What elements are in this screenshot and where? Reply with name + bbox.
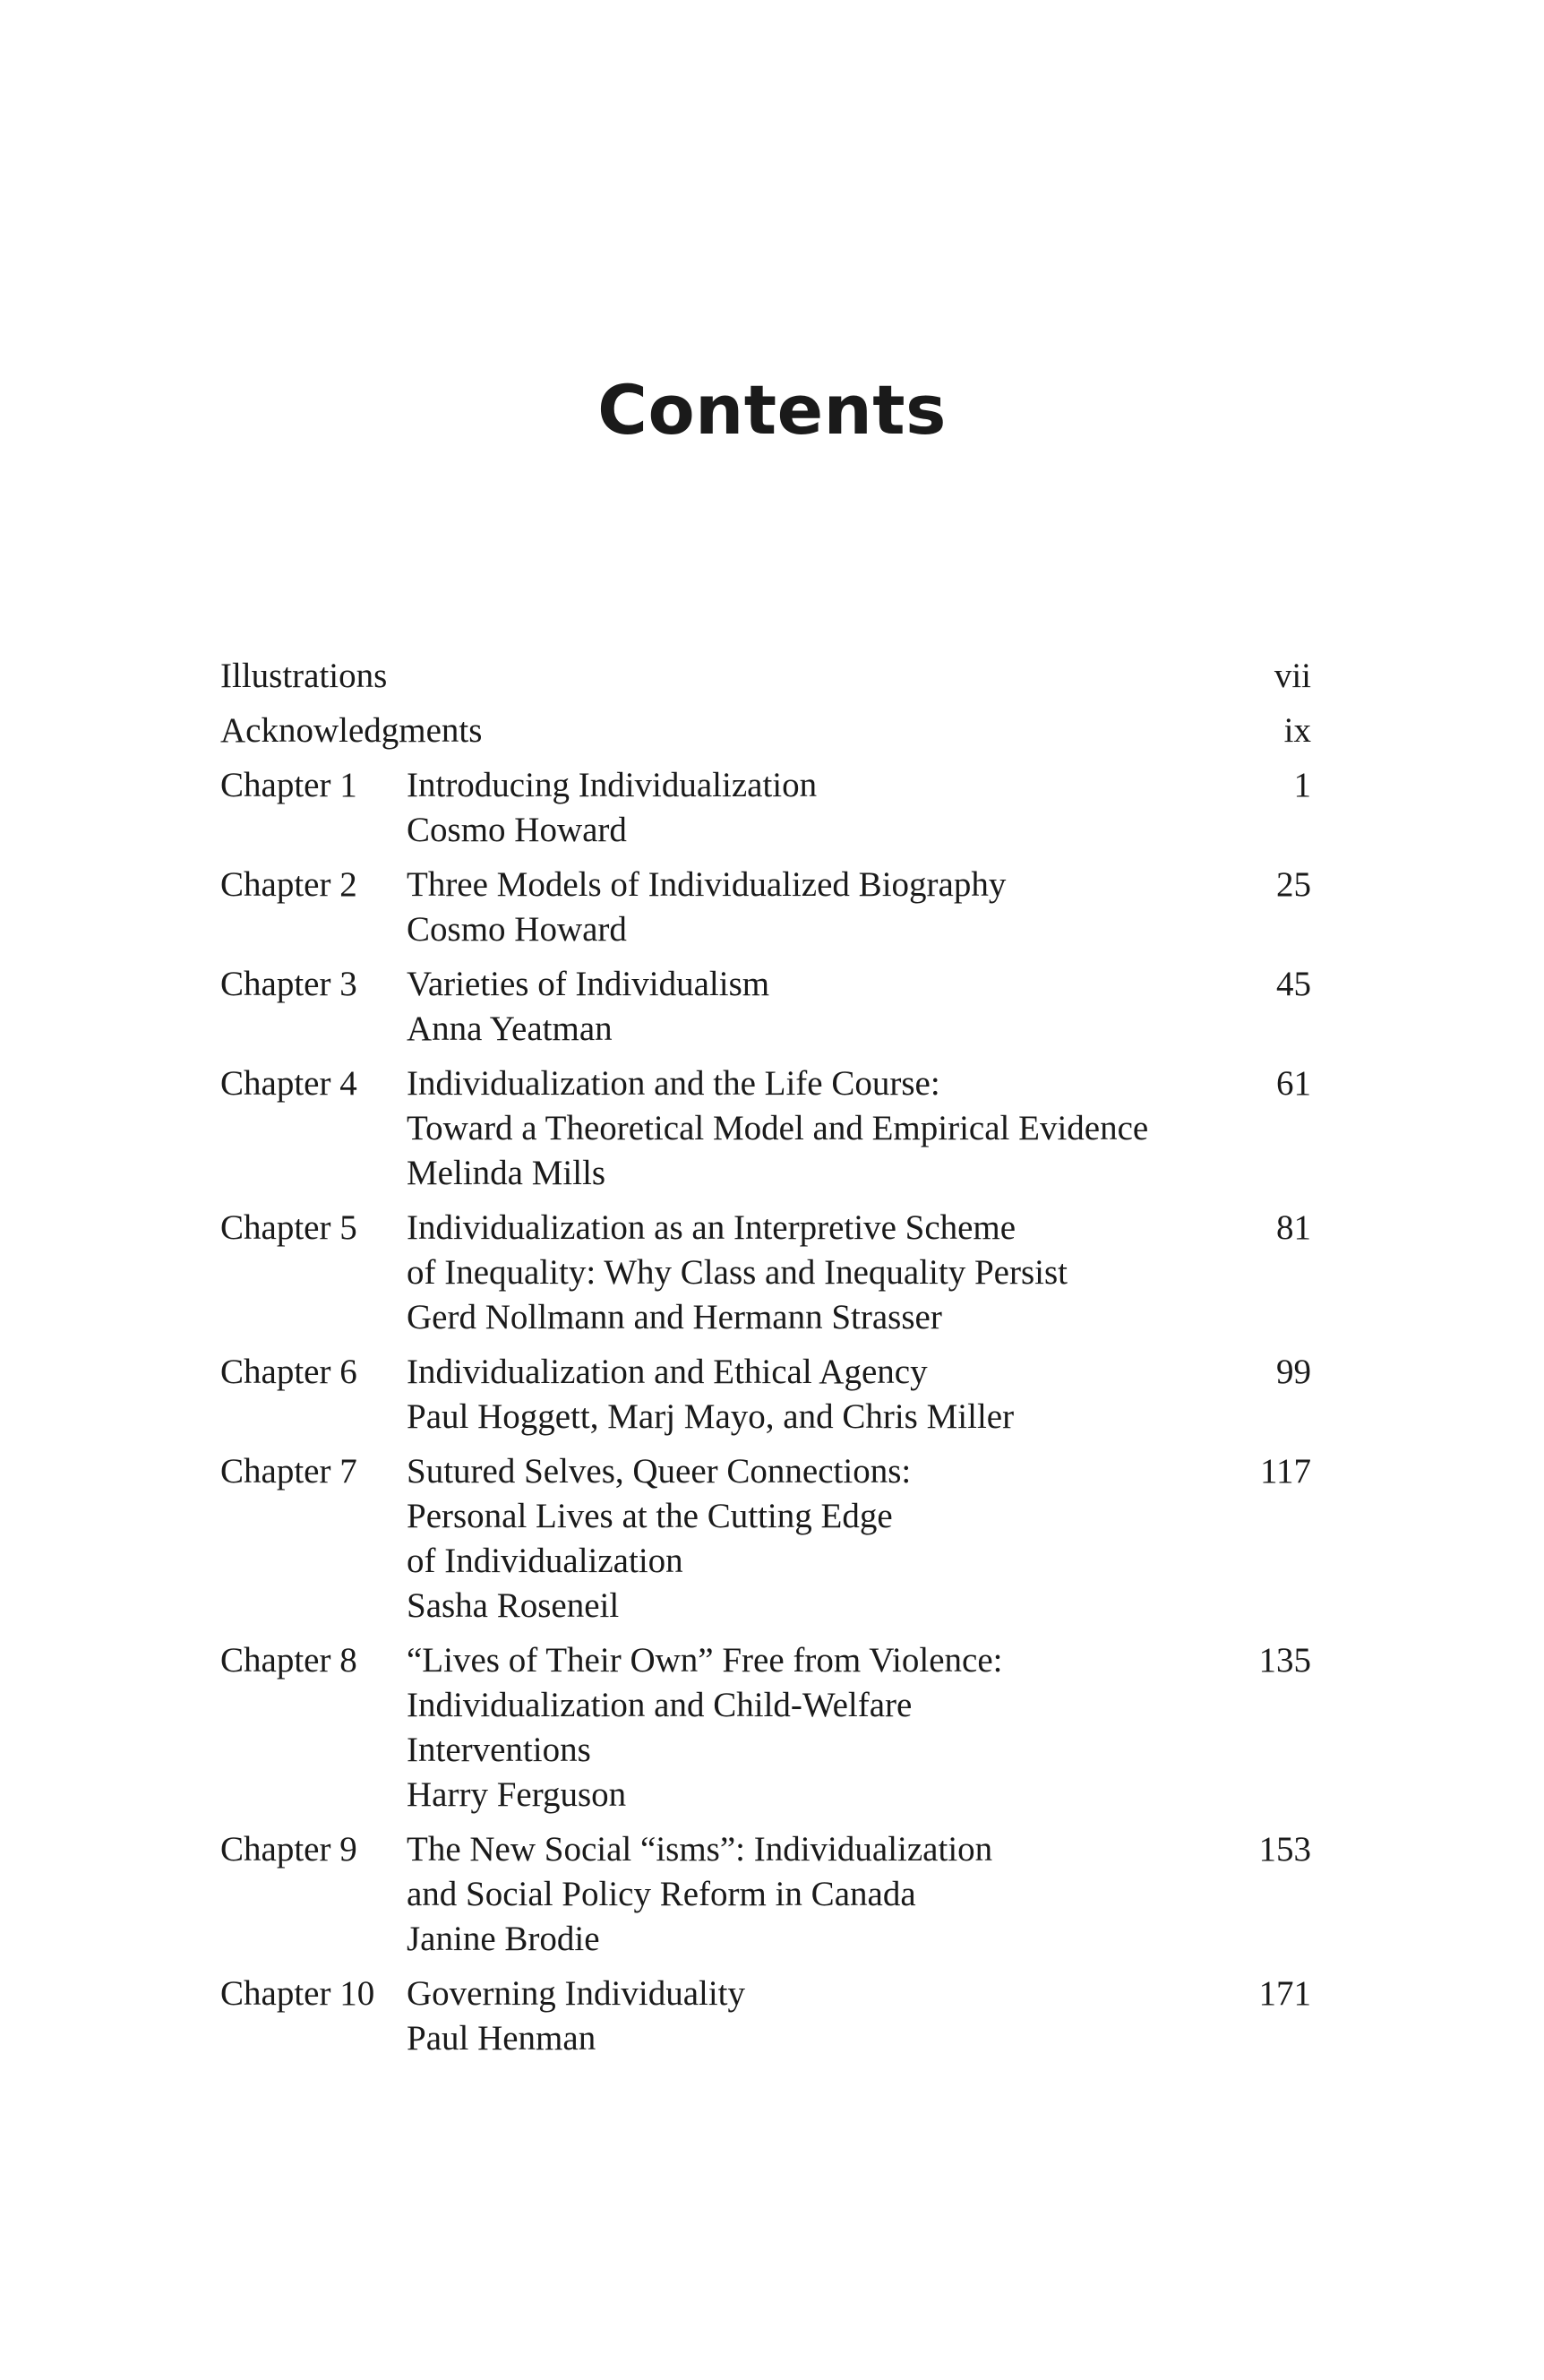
toc-entry-acknowledgments[interactable] [220,709,1311,753]
chapter-page-number: 45 [1276,965,1311,1003]
chapter-label: Chapter 3 [220,965,357,1003]
chapter-title-line: of Inequality: Why Class and Inequality Persist [407,1253,1068,1292]
chapter-title-line: Governing Individuality [407,1974,746,2013]
chapter-body [407,863,1239,952]
chapter-body [407,962,1239,1052]
toc-entry-page: vii [1274,657,1311,695]
chapter-label: Chapter 1 [220,766,357,804]
chapter-label: Chapter 10 [220,1974,375,2013]
toc-entry-chapter-3[interactable] [220,962,1311,1052]
toc-entry-chapter-8[interactable] [220,1638,1311,1817]
chapter-title-line: Toward a Theoretical Model and Empirical Evidence [407,1109,1149,1147]
chapter-title-line: Three Models of Individualized Biography [407,865,1007,904]
toc-entry-chapter-2[interactable] [220,863,1311,952]
toc-entry-illustrations[interactable] [220,654,1311,699]
chapter-label: Chapter 8 [220,1641,357,1680]
chapter-title-line: Individualization and the Life Course: [407,1064,940,1103]
chapter-author: Melinda Mills [407,1154,606,1192]
chapter-author: Paul Henman [407,2019,596,2058]
chapter-page-number: 25 [1276,865,1311,904]
chapter-page-number: 153 [1258,1830,1311,1869]
chapter-title-line: “Lives of Their Own” Free from Violence: [407,1641,1003,1680]
toc-entry-chapter-6[interactable] [220,1350,1311,1439]
chapter-body [407,763,1239,853]
toc-entry-chapter-5[interactable] [220,1206,1311,1340]
toc-entry-chapter-4[interactable] [220,1061,1311,1196]
chapter-page-number: 117 [1259,1452,1311,1491]
toc-entry-chapter-9[interactable] [220,1827,1311,1962]
chapter-title-line: Individualization as an Interpretive Scheme [407,1208,1016,1247]
chapter-author: Janine Brodie [407,1920,600,1958]
chapter-author: Cosmo Howard [407,811,627,849]
chapter-title-line: Individualization and Child-Welfare [407,1686,913,1724]
toc-entry-page: ix [1283,711,1311,750]
chapter-page-number: 135 [1258,1641,1311,1680]
chapter-body [407,1350,1239,1439]
chapter-author: Anna Yeatman [407,1010,613,1048]
chapter-body [407,1827,1239,1962]
chapter-body [407,1638,1239,1817]
chapter-title-line: Varieties of Individualism [407,965,770,1003]
chapter-author: Sasha Roseneil [407,1586,620,1625]
chapter-label: Chapter 6 [220,1353,357,1391]
chapter-body [407,1449,1239,1628]
chapter-label: Chapter 5 [220,1208,357,1247]
chapter-author: Gerd Nollmann and Hermann Strasser [407,1298,942,1336]
chapter-page-number: 171 [1258,1974,1311,2013]
toc-entry-label: Acknowledgments [220,711,483,750]
toc-entry-chapter-7[interactable] [220,1449,1311,1628]
chapter-page-number: 99 [1276,1353,1311,1391]
chapter-title-line: Personal Lives at the Cutting Edge [407,1497,893,1535]
chapter-author: Paul Hoggett, Marj Mayo, and Chris Miller [407,1397,1015,1436]
chapter-title-line: Individualization and Ethical Agency [407,1353,928,1391]
toc-entry-label: Illustrations [220,657,388,695]
chapter-body [407,1061,1239,1196]
chapter-author: Harry Ferguson [407,1775,627,1814]
chapter-title-line: Interventions [407,1731,591,1769]
chapter-label: Chapter 4 [220,1064,357,1103]
chapter-body [407,1972,1239,2061]
chapter-label: Chapter 7 [220,1452,357,1491]
chapter-label: Chapter 9 [220,1830,357,1869]
toc-entry-chapter-1[interactable] [220,763,1311,853]
table-of-contents [220,654,1311,2071]
toc-entry-chapter-10[interactable] [220,1972,1311,2061]
page-title: Contents [597,370,947,450]
chapter-title-line: of Individualization [407,1542,683,1580]
chapter-title-line: and Social Policy Reform in Canada [407,1875,916,1913]
chapter-page-number: 81 [1276,1208,1311,1247]
chapter-body [407,1206,1239,1340]
chapter-page-number: 1 [1293,766,1311,804]
chapter-page-number: 61 [1276,1064,1311,1103]
chapter-title-line: Introducing Individualization [407,766,818,804]
chapter-author: Cosmo Howard [407,910,627,949]
chapter-title-line: Sutured Selves, Queer Connections: [407,1452,912,1491]
chapter-title-line: The New Social “isms”: Individualization [407,1830,993,1869]
chapter-label: Chapter 2 [220,865,357,904]
